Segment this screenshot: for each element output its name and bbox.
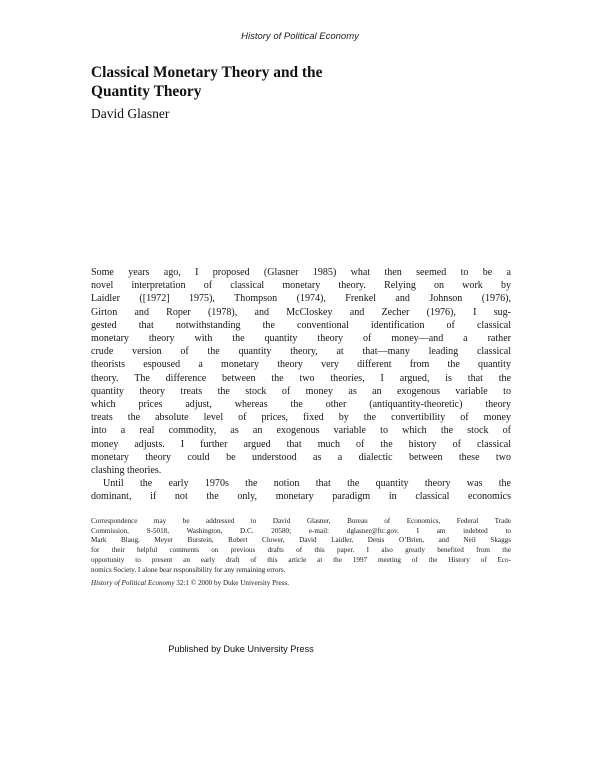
- footnote-line: opportunity to present an early draft of this article at the 1997 meeting of the History of Eco-: [91, 555, 511, 564]
- author-name: David Glasner: [91, 106, 170, 121]
- body-line: dominant, if not the only, monetary paradigm in classical economics: [91, 491, 511, 503]
- body-line: monetary theory with the quantity theory of money—and a rather: [91, 333, 511, 345]
- footnote-line: nomics Society. I alone bear responsibility for any remaining errors.: [91, 565, 286, 574]
- body-line: quantity theory treats the stock of money as an exogenous variable to: [91, 385, 511, 397]
- body-line: novel interpretation of classical monetary theory. Relying on work by: [91, 280, 511, 292]
- body-line: Until the early 1970s the notion that the quantity theory was the: [103, 478, 511, 490]
- footnote-line: Mark Blaug, Meyer Burstein, Robert Clower, David Laidler, Denis O’Brien, and Neil Skaggs: [91, 536, 511, 545]
- body-line: Girton and Roper (1978), and McCloskey and Zecher (1976), I sug-: [91, 306, 511, 318]
- body-line: Laidler ([1972] 1975), Thompson (1974), Frenkel and Johnson (1976),: [91, 293, 511, 305]
- journal-citation: [91, 579, 511, 587]
- body-line: theory. The difference between the two theories, I argued, is that the: [91, 372, 511, 384]
- footnote-line: Correspondence may be addressed to David Glasner, Bureau of Economics, Federal Trade: [91, 517, 511, 525]
- body-line: crude version of the quantity theory, at that—many leading classical: [91, 346, 511, 358]
- title-line: Quantity Theory: [91, 83, 202, 100]
- body-text: [91, 266, 511, 504]
- article-title: [91, 63, 421, 101]
- citation-journal: History of Political Economy: [91, 579, 175, 587]
- body-line: clashing theories.: [91, 465, 162, 477]
- body-line: treats the absolute level of prices, fixed by the convertibility of money: [91, 412, 511, 424]
- footnote: [91, 517, 511, 575]
- citation-details: 32:1 © 2000 by Duke University Press.: [174, 579, 290, 587]
- body-line: monetary theory could be understood as a dialectic between these two: [91, 451, 511, 463]
- title-line: Classical Monetary Theory and the: [91, 64, 323, 81]
- body-line: theorists espoused a monetary theory very different from the quantity: [91, 359, 511, 371]
- footnote-line: for their helpful comments on previous drafts of this paper. I also greatly benefited from the: [91, 546, 511, 555]
- body-line: gested that notwithstanding the conventional identification of classical: [91, 319, 511, 331]
- body-line: which prices adjust, whereas the other (antiquantity-theoretic) theory: [91, 399, 511, 411]
- running-head: History of Political Economy: [241, 31, 359, 42]
- body-line: Some years ago, I proposed (Glasner 1985) what then seemed to be a: [91, 267, 511, 278]
- publisher-line: Published by Duke University Press: [168, 644, 314, 654]
- body-line: into a real commodity, as an exogenous variable to which the stock of: [91, 425, 511, 437]
- footnote-line: Commission, S-5018, Washington, D.C. 20580; e-mail: dglasner@ftc.gov. I am indebted to: [91, 526, 511, 535]
- body-line: money adjusts. I further argued that much of the history of classical: [91, 438, 511, 450]
